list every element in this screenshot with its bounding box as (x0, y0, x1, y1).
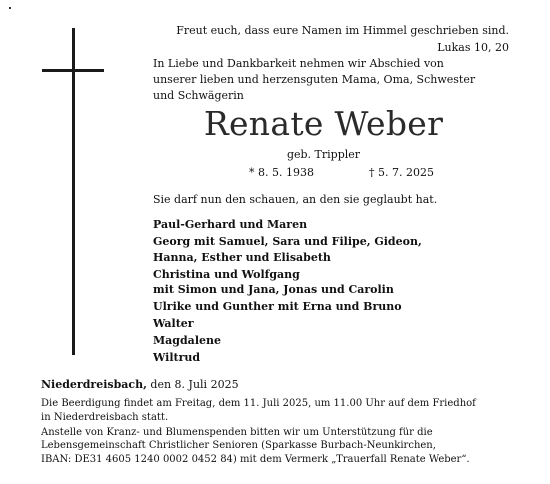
cross-icon (72, 28, 75, 355)
donation-line: Lebensgemeinschaft Christlicher Senioren (Sparkasse Burbach-Neunkirchen, (41, 440, 436, 451)
bible-verse-text: Freut euch, dass eure Namen im Himmel geschrieben sind. (176, 24, 509, 37)
family-line: Magdalene (153, 334, 221, 347)
family-line: mit Simon und Jana, Jonas und Carolin (153, 283, 394, 296)
bible-verse (176, 22, 509, 56)
family-group (153, 350, 422, 366)
place-date (41, 377, 239, 393)
donation-line: Anstelle von Kranz- und Blumenspenden bitten wir um Unterstützung für die (41, 426, 433, 438)
deceased-name: Renate Weber (203, 104, 444, 143)
family-line: Christina und Wolfgang (153, 267, 300, 281)
family-group (153, 217, 422, 233)
bible-verse-reference: Lukas 10, 20 (437, 41, 509, 54)
family-line: Hanna, Esther und Elisabeth (153, 250, 331, 264)
memorial-quote: Sie darf nun den schauen, an den sie geglaubt hat. (153, 193, 438, 206)
intro-line: und Schwägerin (153, 89, 244, 102)
funeral-line: Die Beerdigung findet am Freitag, dem 11. Juli 2025, um 11.00 Uhr auf dem Friedhof (41, 398, 476, 409)
family-line: Paul-Gerhard und Maren (153, 218, 308, 231)
death-date: † 5. 7. 2025 (369, 166, 434, 179)
family-group (153, 333, 422, 349)
family-group (153, 316, 422, 332)
family-line: Ulrike und Gunther mit Erna und Bruno (153, 300, 402, 313)
intro-line: unserer lieben und herzensguten Mama, Oma, Schwester (153, 73, 476, 86)
family-line: Wiltrud (153, 351, 201, 364)
intro-line: In Liebe und Dankbarkeit nehmen wir Abschied von (153, 57, 444, 70)
family-line: Georg mit Samuel, Sara und Filipe, Gideon, (153, 235, 422, 248)
donation-line: IBAN: DE31 4605 1240 0002 0452 84) mit dem Vermerk „Trauerfall Renate Weber“. (41, 453, 470, 465)
funeral-line: in Niederdreisbach statt. (41, 411, 169, 423)
notice-date: den 8. Juli 2025 (150, 378, 239, 391)
place-name: Niederdreisbach, (41, 378, 147, 391)
family-group (153, 234, 422, 265)
intro-text (153, 56, 475, 104)
cross-icon-bar (42, 69, 104, 72)
maiden-name: geb. Trippler (286, 148, 361, 161)
birth-date: * 8. 5. 1938 (249, 166, 314, 179)
funeral-notes (41, 397, 511, 466)
life-dates (153, 165, 494, 181)
family-list (153, 217, 422, 367)
family-group (153, 299, 422, 315)
corner-dot (9, 7, 11, 9)
family-group (153, 267, 422, 298)
family-line: Walter (153, 317, 194, 330)
